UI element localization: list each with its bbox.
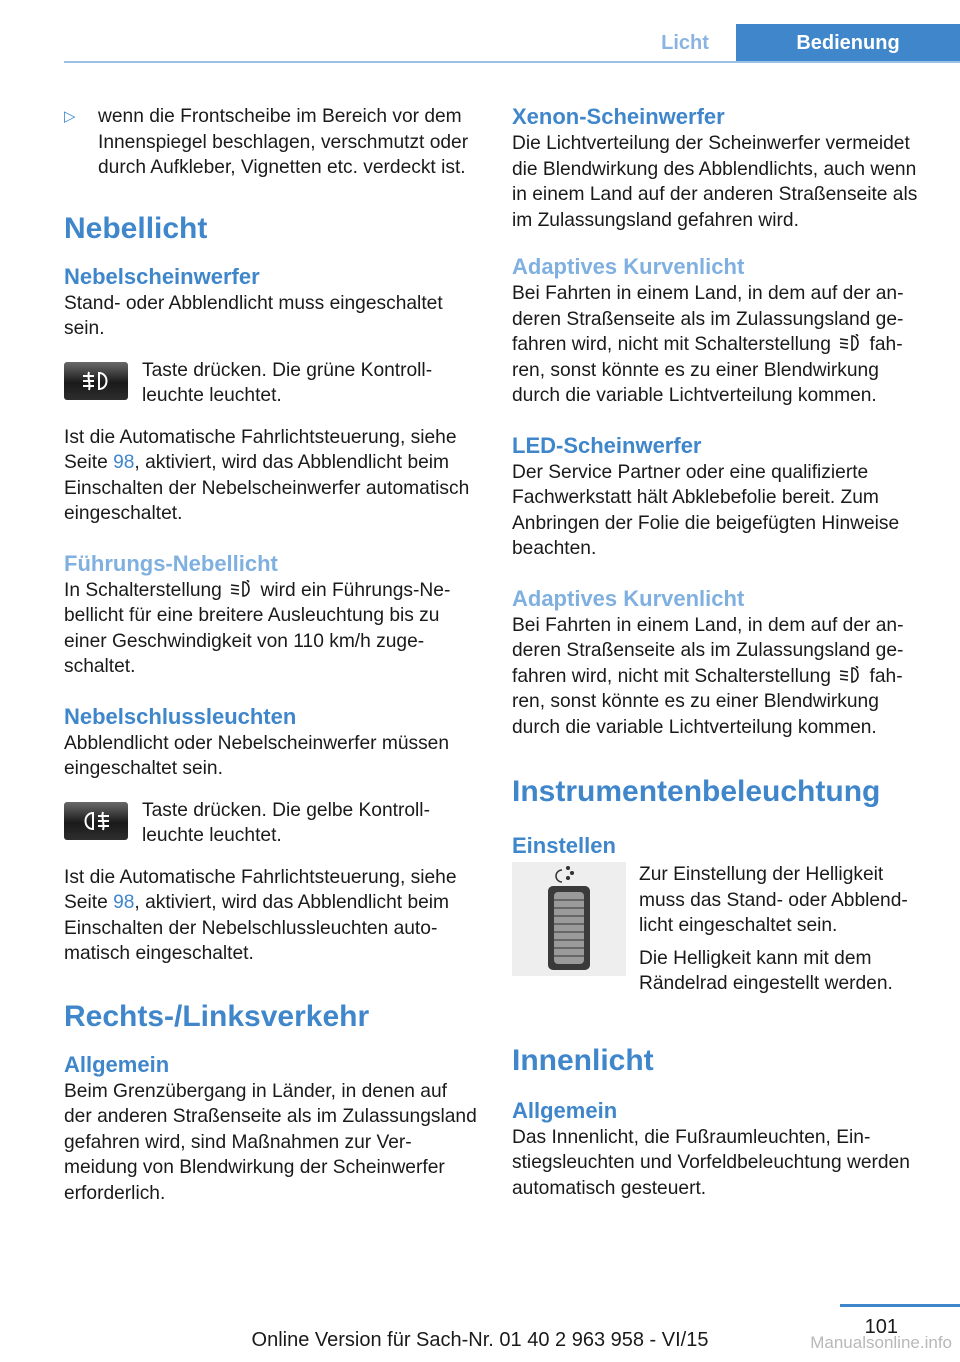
heading-fuehrungs-nebellicht: Führungs-Nebellicht [64,550,278,576]
bullet-item [64,104,478,181]
heading-allgemein: Allgemein [64,1051,170,1077]
text-fragment: fahren, sonst könnte es zu einer Blendwirkung durch die variable Lichtverteilung kommen. [512,665,903,738]
bullet-text: wenn die Frontscheibe im Bereich vor dem Innenspiegel beschlagen, verschmutzt oder durch Aufkleber, Vignetten etc. verdeckt ist. [98,106,469,178]
left-column [64,100,478,1206]
heading-adaptives-kurvenlicht-1: Adaptives Kurvenlicht [512,254,745,279]
text-fragment: Ist die Automatische Fahrlichtsteuerung, siehe Seite [64,866,457,913]
tab-licht[interactable]: Licht [634,24,736,62]
right-column [512,100,926,1201]
footer-watermark: Manualsonline.info [810,1333,952,1352]
heading-xenon: Xenon-Scheinwerfer [512,104,725,129]
heading-nebelscheinwerfer: Nebelscheinwerfer [64,263,260,289]
text-fragment: , aktiviert, wird das Abblendlicht beim Einschalten der Nebelschlussleuchten automatisch eingeschaltet. [64,892,450,964]
heading-einstellen: Einstellen [512,833,616,858]
thumbwheel-image [512,862,626,976]
page-number: 101 [864,1316,898,1338]
schluss-paragraph: Abblendlicht oder Nebelscheinwerfer müssen eingeschaltet sein. [64,732,450,779]
einstellen-paragraph-1: Zur Einstellung der Helligkeit muss das Stand- oder Abblendlicht eingeschaltet sein. [639,864,908,936]
text-fragment: , aktiviert, wird das Abblendlicht beim Einschalten der Nebelscheinwerfer automatisch eingeschaltet. [64,452,470,524]
text-fragment: Bei Fahrten in einem Land, in dem auf der anderen Straßenseite als im Zulassungsland gefahren wird, nicht mit Schalterstellung [512,283,904,355]
tab-bedienung[interactable]: Bedienung [736,24,960,62]
footer-online-version: Online Version für Sach-Nr. 01 40 2 963 958 - VI/15 [251,1329,709,1351]
fog-light-button-icon [64,362,128,400]
einstellen-block [512,862,926,997]
heading-led: LED-Scheinwerfer [512,432,702,458]
einstellen-paragraph-2: Die Helligkeit kann mit dem Rändelrad eingestellt werden. [639,947,893,994]
headlight-switch-icon [838,666,862,684]
heading-innenlicht: Innenlicht [512,1043,654,1077]
allgemein-paragraph: Beim Grenzübergang in Länder, in denen auf der anderen Straßenseite als im Zulassungsland gefahren wird, sind Maßnahmen zur Vermeidung von Blendwirkung der Scheinwerfer erforderlich. [64,1080,477,1204]
xenon-paragraph: Die Lichtverteilung der Scheinwerfer vermeidet die Blendwirkung des Abblendlichts, auch wenn in einem Land auf der anderen Straßenseite als im Zulassungsland gefahren wird. [512,133,918,231]
heading-nebellicht: Nebellicht [64,211,208,245]
thumbwheel-icon [512,862,626,976]
text-fragment: In Schalterstellung [64,579,228,601]
adaptiv-paragraph-1 [512,281,926,409]
header-tabs [634,24,960,62]
page-link-98[interactable]: 98 [113,452,135,473]
led-paragraph: Der Service Partner oder eine qualifizierte Fachwerkstatt hält Abklebefolie bereit. Zum Anbringen der Folie die beigefügten Hinweise beachten. [512,461,900,559]
fuehrung-paragraph [64,578,478,680]
einstellen-text [639,862,926,997]
rear-fog-instruction [64,798,478,849]
innen-allgemein-paragraph: Das Innenlicht, die Fußraumleuchten, Einstiegsleuchten und Vorfeldbeleuchtung werden automatisch gesteuert. [512,1126,910,1199]
rear-fog-button-icon [64,802,128,840]
heading-nebelschlussleuchten: Nebelschlussleuchten [64,703,297,729]
auto-light-paragraph-1 [64,425,478,527]
nebelscheinwerfer-paragraph: Stand- oder Abblendlicht muss eingeschaltet sein. [64,292,443,339]
text-fragment: Ist die Automatische Fahrlichtsteuerung, siehe Seite [64,426,457,473]
text-fragment: Bei Fahrten in einem Land, in dem auf der anderen Straßenseite als im Zulassungsland gefahren wird, nicht mit Schalterstellung [512,614,904,687]
heading-rechts-linksverkehr: Rechts-/Linksverkehr [64,999,370,1033]
text-fragment: wird ein Führungs-Nebellicht für eine breitere Ausleuchtung bis zu einer Geschwindigkeit von 110 km/h zugeschaltet. [64,579,451,677]
headlight-switch-icon [838,334,862,352]
heading-instrumentenbeleuchtung: Instrumentenbeleuchtung [512,775,881,808]
heading-innen-allgemein: Allgemein [512,1097,618,1123]
headlight-switch-icon [229,580,253,598]
page-link-98[interactable]: 98 [113,892,135,913]
header-divider [64,61,960,63]
fog-light-instruction-text: Taste drücken. Die grüne Kontrollleuchte leuchtet. [142,359,433,406]
heading-adaptives-kurvenlicht-2: Adaptives Kurvenlicht [512,585,745,611]
auto-light-paragraph-2 [64,865,478,967]
adaptiv-paragraph-2 [512,613,926,741]
text-fragment: fahren, sonst könnte es zu einer Blendwirkung durch die variable Lichtverteilung kommen. [512,334,903,406]
rear-fog-instruction-text: Taste drücken. Die gelbe Kontrollleuchte leuchtet. [142,799,430,846]
footer-divider [840,1304,960,1307]
triangle-bullet-icon: ▷ [64,108,76,125]
fog-light-instruction [64,358,478,409]
